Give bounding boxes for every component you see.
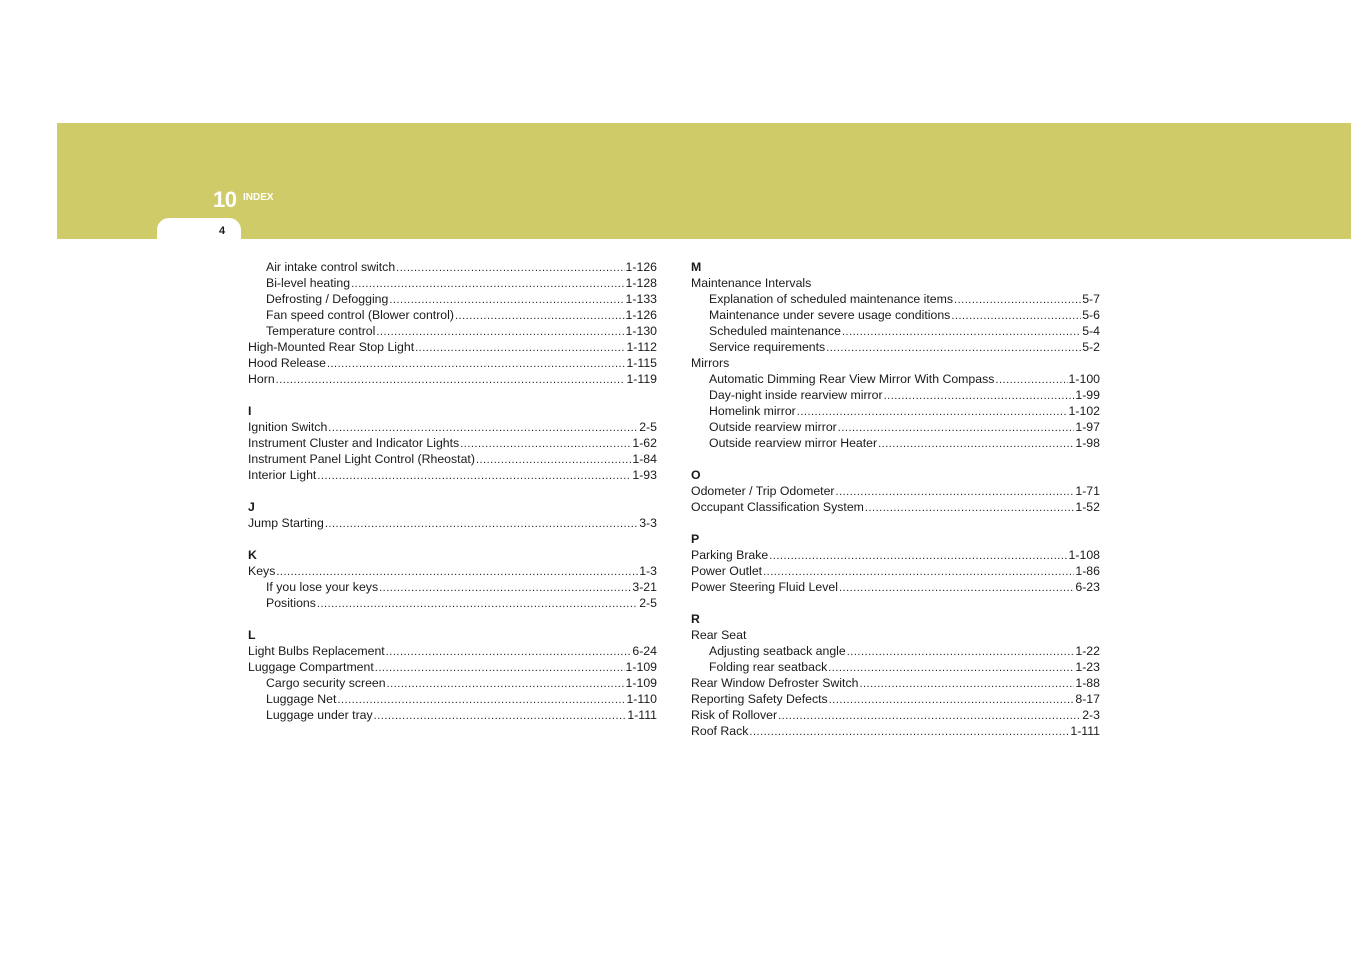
entry-label: Defrosting / Defogging xyxy=(266,292,389,306)
index-subentry xyxy=(691,659,1100,675)
section-gap xyxy=(248,531,657,547)
dot-leader xyxy=(476,452,631,468)
dot-leader xyxy=(328,420,638,436)
entry-page-ref: 1-88 xyxy=(1075,676,1100,690)
entry-page-ref: 1-102 xyxy=(1068,404,1100,418)
index-entry xyxy=(691,499,1100,515)
index-entry xyxy=(691,579,1100,595)
entry-label: Light Bulbs Replacement xyxy=(248,644,385,658)
entry-page-ref: 2-5 xyxy=(639,596,657,610)
entry-page-ref: 2-5 xyxy=(639,420,657,434)
index-entry xyxy=(691,547,1100,563)
index-entry xyxy=(248,659,657,675)
entry-label: Cargo security screen xyxy=(266,676,386,690)
entry-label: Day-night inside rearview mirror xyxy=(709,388,883,402)
page-number-tab xyxy=(157,218,241,242)
index-subentry xyxy=(691,387,1100,403)
index-entry xyxy=(248,339,657,355)
index-entry xyxy=(248,451,657,467)
dot-leader xyxy=(276,564,638,580)
section-gap xyxy=(691,515,1100,531)
index-subentry xyxy=(691,435,1100,451)
index-entry xyxy=(248,371,657,387)
dot-leader xyxy=(829,692,1075,708)
section-gap xyxy=(248,483,657,499)
entry-label: If you lose your keys xyxy=(266,580,379,594)
entry-label: Luggage Net xyxy=(266,692,337,706)
entry-page-ref: 1-126 xyxy=(625,308,657,322)
entry-label: Hood Release xyxy=(248,356,326,370)
dot-leader xyxy=(778,708,1081,724)
entry-label: Power Steering Fluid Level xyxy=(691,580,838,594)
entry-label: Mirrors xyxy=(691,356,730,370)
page-number: 4 xyxy=(219,225,226,237)
index-entry xyxy=(691,723,1100,739)
index-subentry xyxy=(691,419,1100,435)
dot-leader xyxy=(769,548,1067,564)
entry-page-ref: 1-126 xyxy=(625,260,657,274)
entry-label: Jump Starting xyxy=(248,516,324,530)
entry-page-ref: 1-22 xyxy=(1075,644,1100,658)
dot-leader xyxy=(797,404,1068,420)
index-subentry xyxy=(248,579,657,595)
dot-leader xyxy=(826,340,1081,356)
index-subentry xyxy=(248,323,657,339)
entry-page-ref: 6-24 xyxy=(632,644,657,658)
entry-label: Luggage Compartment xyxy=(248,660,374,674)
section-gap xyxy=(248,387,657,403)
entry-label: Interior Light xyxy=(248,468,317,482)
dot-leader xyxy=(847,644,1075,660)
entry-label: Homelink mirror xyxy=(709,404,796,418)
entry-label: Temperature control xyxy=(266,324,376,338)
entry-page-ref: 3-3 xyxy=(639,516,657,530)
entry-label: Power Outlet xyxy=(691,564,763,578)
entry-label: Instrument Panel Light Control (Rheostat) xyxy=(248,452,475,466)
entry-page-ref: 1-99 xyxy=(1075,388,1100,402)
dot-leader xyxy=(763,564,1074,580)
entry-page-ref: 1-100 xyxy=(1068,372,1100,386)
dot-leader xyxy=(842,324,1081,340)
entry-label: Automatic Dimming Rear View Mirror With Compass xyxy=(709,372,995,386)
index-subentry xyxy=(248,275,657,291)
entry-page-ref: 1-130 xyxy=(625,324,657,338)
dot-leader xyxy=(839,580,1074,596)
entry-page-ref: 1-128 xyxy=(625,276,657,290)
dot-leader xyxy=(878,436,1074,452)
index-subentry xyxy=(691,339,1100,355)
chapter-number: 10 xyxy=(213,187,237,212)
entry-label: Rear Window Defroster Switch xyxy=(691,676,859,690)
section-letter: O xyxy=(691,468,701,482)
entry-label: Maintenance Intervals xyxy=(691,276,812,290)
entry-label: Horn xyxy=(248,372,275,386)
index-entry xyxy=(691,627,1100,643)
index-entry xyxy=(248,435,657,451)
index-column-right xyxy=(691,259,1100,739)
dot-leader xyxy=(379,580,631,596)
dot-leader xyxy=(317,596,638,612)
index-entry xyxy=(248,643,657,659)
entry-label: Outside rearview mirror Heater xyxy=(709,436,878,450)
index-entry xyxy=(248,419,657,435)
dot-leader xyxy=(376,324,624,340)
entry-label: Scheduled maintenance xyxy=(709,324,841,338)
entry-label: Outside rearview mirror xyxy=(709,420,837,434)
entry-page-ref: 3-21 xyxy=(632,580,657,594)
entry-label: Air intake control switch xyxy=(266,260,396,274)
dot-leader xyxy=(749,724,1069,740)
entry-label: Keys xyxy=(248,564,276,578)
index-entry xyxy=(691,707,1100,723)
entry-label: Reporting Safety Defects xyxy=(691,692,828,706)
entry-label: Occupant Classification System xyxy=(691,500,864,514)
index-entry xyxy=(248,563,657,579)
entry-label: Explanation of scheduled maintenance items xyxy=(709,292,954,306)
entry-label: Adjusting seatback angle xyxy=(709,644,846,658)
index-subentry xyxy=(691,371,1100,387)
index-entry xyxy=(691,675,1100,691)
index-subentry xyxy=(248,707,657,723)
dot-leader xyxy=(327,356,626,372)
dot-leader xyxy=(389,292,624,308)
index-entry xyxy=(248,515,657,531)
entry-page-ref: 5-4 xyxy=(1082,324,1100,338)
entry-page-ref: 1-111 xyxy=(627,708,657,722)
dot-leader xyxy=(325,516,638,532)
dot-leader xyxy=(836,484,1075,500)
entry-page-ref: 1-109 xyxy=(625,660,657,674)
index-entry xyxy=(691,275,1100,291)
section-letter: I xyxy=(248,404,252,418)
index-subentry xyxy=(248,307,657,323)
dot-leader xyxy=(375,660,625,676)
dot-leader xyxy=(995,372,1067,388)
chapter-title: INDEX xyxy=(243,192,274,203)
index-entry xyxy=(691,691,1100,707)
entry-page-ref: 1-71 xyxy=(1075,484,1100,498)
dot-leader xyxy=(386,644,632,660)
dot-leader xyxy=(865,500,1074,516)
dot-leader xyxy=(460,436,631,452)
dot-leader xyxy=(317,468,631,484)
entry-page-ref: 1-133 xyxy=(625,292,657,306)
section-gap xyxy=(248,611,657,627)
entry-page-ref: 5-7 xyxy=(1082,292,1100,306)
entry-page-ref: 1-108 xyxy=(1068,548,1100,562)
section-letter: P xyxy=(691,532,700,546)
index-entry xyxy=(691,355,1100,371)
index-subentry xyxy=(691,403,1100,419)
entry-page-ref: 1-97 xyxy=(1075,420,1100,434)
dot-leader xyxy=(276,372,626,388)
entry-page-ref: 1-84 xyxy=(632,452,657,466)
index-subentry xyxy=(248,675,657,691)
entry-page-ref: 5-2 xyxy=(1082,340,1100,354)
section-letter: J xyxy=(248,500,255,514)
index-subentry xyxy=(248,291,657,307)
entry-page-ref: 1-23 xyxy=(1075,660,1100,674)
entry-page-ref: 1-86 xyxy=(1075,564,1100,578)
entry-label: Odometer / Trip Odometer xyxy=(691,484,835,498)
dot-leader xyxy=(415,340,625,356)
section-gap xyxy=(691,451,1100,467)
entry-label: Ignition Switch xyxy=(248,420,328,434)
section-letter: M xyxy=(691,260,702,274)
index-subentry xyxy=(691,291,1100,307)
section-letter: L xyxy=(248,628,256,642)
index-subentry xyxy=(691,307,1100,323)
entry-label: Roof Rack xyxy=(691,724,749,738)
entry-label: Positions xyxy=(266,596,316,610)
entry-label: Bi-level heating xyxy=(266,276,351,290)
entry-label: Luggage under tray xyxy=(266,708,373,722)
dot-leader xyxy=(954,292,1081,308)
entry-label: Maintenance under severe usage conditions xyxy=(709,308,951,322)
entry-label: Service requirements xyxy=(709,340,826,354)
dot-leader xyxy=(337,692,625,708)
entry-page-ref: 5-6 xyxy=(1082,308,1100,322)
entry-label: Folding rear seatback xyxy=(709,660,828,674)
index-subentry xyxy=(691,323,1100,339)
entry-page-ref: 1-3 xyxy=(639,564,657,578)
entry-page-ref: 1-110 xyxy=(626,692,657,706)
entry-label: Instrument Cluster and Indicator Lights xyxy=(248,436,460,450)
dot-leader xyxy=(387,676,625,692)
entry-page-ref: 1-98 xyxy=(1075,436,1100,450)
dot-leader xyxy=(351,276,624,292)
header-band xyxy=(57,123,1351,239)
dot-leader xyxy=(859,676,1074,692)
dot-leader xyxy=(396,260,624,276)
dot-leader xyxy=(455,308,625,324)
index-subentry xyxy=(248,691,657,707)
entry-page-ref: 1-112 xyxy=(626,340,657,354)
index-entry xyxy=(248,355,657,371)
index-column-left xyxy=(248,259,657,723)
index-subentry xyxy=(248,259,657,275)
entry-page-ref: 1-119 xyxy=(626,372,657,386)
entry-label: Parking Brake xyxy=(691,548,769,562)
index-subentry xyxy=(248,595,657,611)
entry-page-ref: 1-111 xyxy=(1070,724,1100,738)
entry-label: Fan speed control (Blower control) xyxy=(266,308,454,322)
index-subentry xyxy=(691,643,1100,659)
entry-page-ref: 1-52 xyxy=(1075,500,1100,514)
entry-label: Risk of Rollover xyxy=(691,708,778,722)
index-entry xyxy=(691,563,1100,579)
entry-page-ref: 2-3 xyxy=(1082,708,1100,722)
dot-leader xyxy=(884,388,1075,404)
entry-label: High-Mounted Rear Stop Light xyxy=(248,340,415,354)
entry-page-ref: 8-17 xyxy=(1075,692,1100,706)
section-letter: K xyxy=(248,548,257,562)
dot-leader xyxy=(838,420,1075,436)
entry-page-ref: 6-23 xyxy=(1075,580,1100,594)
dot-leader xyxy=(828,660,1074,676)
entry-page-ref: 1-62 xyxy=(632,436,657,450)
entry-page-ref: 1-93 xyxy=(632,468,657,482)
entry-page-ref: 1-109 xyxy=(625,676,657,690)
dot-leader xyxy=(374,708,627,724)
index-entry xyxy=(691,483,1100,499)
entry-page-ref: 1-115 xyxy=(626,356,657,370)
dot-leader xyxy=(951,308,1081,324)
section-gap xyxy=(691,595,1100,611)
index-entry xyxy=(248,467,657,483)
entry-label: Rear Seat xyxy=(691,628,747,642)
section-letter: R xyxy=(691,612,700,626)
